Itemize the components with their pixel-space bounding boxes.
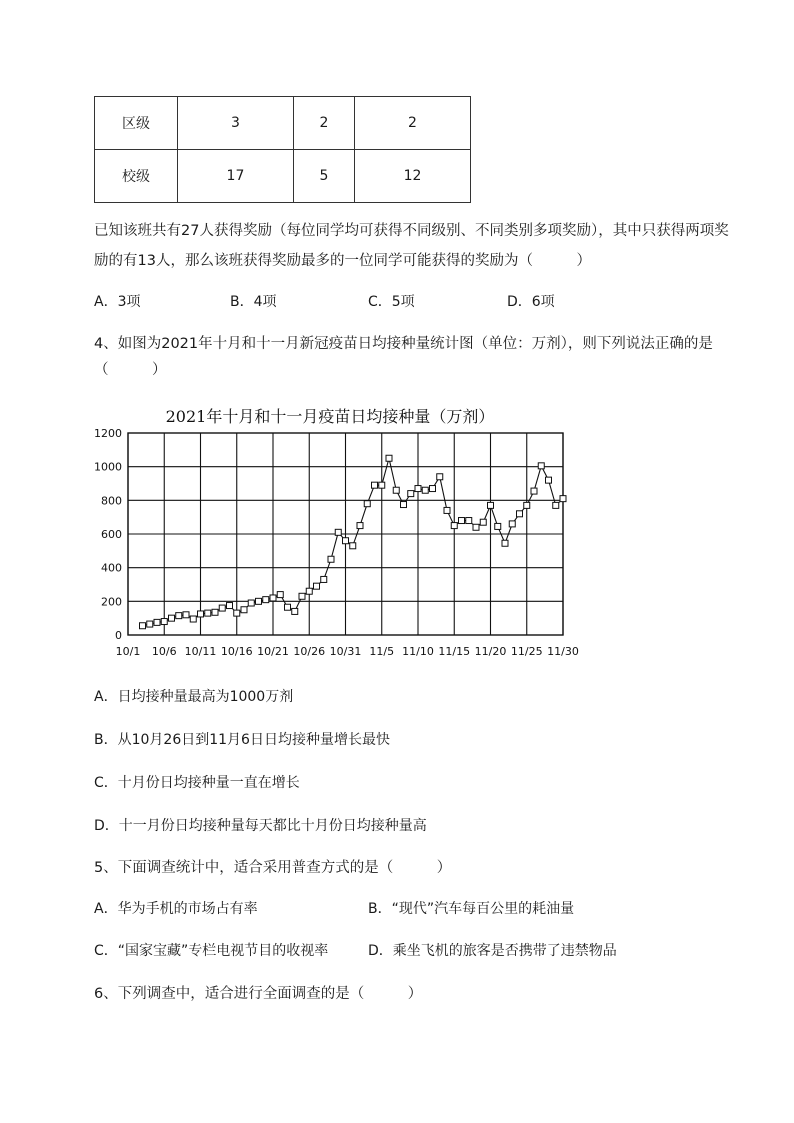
data-point <box>560 496 566 502</box>
vaccination-line-chart <box>90 425 610 665</box>
x-tick-label: 10/26 <box>293 645 326 658</box>
data-point <box>154 619 160 625</box>
data-point <box>357 523 363 529</box>
data-point <box>169 615 175 621</box>
q4-option-a: A．日均接种量最高为1000万剂 <box>94 689 294 705</box>
q4-option-b: B．从10月26日到11月6日日均接种量增长最快 <box>94 732 390 748</box>
data-point <box>248 600 254 606</box>
data-point <box>408 491 414 497</box>
q3-option-b: B．4项 <box>230 294 277 310</box>
y-tick-label: 1000 <box>94 460 122 474</box>
row-label: 区级 <box>95 97 178 150</box>
data-point <box>495 523 501 529</box>
data-point <box>256 598 262 604</box>
data-point <box>205 610 211 616</box>
x-tick-label: 11/20 <box>474 645 507 658</box>
x-tick-label: 10/16 <box>220 645 253 658</box>
q4-option-c: C．十月份日均接种量一直在增长 <box>94 775 300 791</box>
data-point <box>292 608 298 614</box>
data-point <box>176 613 182 619</box>
x-tick-label: 10/6 <box>151 645 177 658</box>
x-tick-label: 10/1 <box>115 645 141 658</box>
data-point <box>430 486 436 492</box>
q5-option-c: C．“国家宝藏”专栏电视节目的收视率 <box>94 943 329 959</box>
data-point <box>473 524 479 530</box>
data-point <box>227 603 233 609</box>
data-point <box>277 592 283 598</box>
data-point <box>335 529 341 535</box>
y-tick-label: 0 <box>115 629 122 642</box>
data-point <box>538 463 544 469</box>
data-point <box>524 502 530 508</box>
data-point <box>546 477 552 483</box>
data-point <box>147 621 153 627</box>
q5-option-b: B．“现代”汽车每百公里的耗油量 <box>368 901 575 917</box>
y-tick-label: 800 <box>101 494 122 508</box>
data-point <box>415 486 421 492</box>
data-point <box>161 619 167 625</box>
data-point <box>393 487 399 493</box>
series-line <box>143 458 564 625</box>
data-point <box>553 502 559 508</box>
row-label: 校级 <box>95 150 178 203</box>
chart-title: 2021年十月和十一月疫苗日均接种量（万剂） <box>165 407 495 426</box>
y-tick-label: 600 <box>101 528 122 541</box>
award-table <box>94 96 471 203</box>
data-point <box>364 501 370 507</box>
q3-option-d: D．6项 <box>507 294 555 310</box>
data-point <box>379 482 385 488</box>
data-point <box>480 519 486 525</box>
data-point <box>386 455 392 461</box>
x-tick-label: 11/15 <box>438 645 471 658</box>
data-point <box>502 540 508 546</box>
table-cell: 2 <box>293 97 354 150</box>
table-row <box>95 97 471 150</box>
y-tick-label: 200 <box>101 595 122 609</box>
x-tick-label: 11/25 <box>510 645 543 658</box>
data-point <box>350 543 356 549</box>
data-point <box>401 502 407 508</box>
data-point <box>219 605 225 611</box>
q4-line-1: 4、如图为2021年十月和十一月新冠疫苗日均接种量统计图（单位：万剂），则下列说法正确的是 <box>94 336 713 352</box>
x-tick-label: 10/21 <box>257 645 289 658</box>
table-cell: 3 <box>178 97 294 150</box>
data-point <box>285 604 291 610</box>
table-cell: 5 <box>293 150 354 203</box>
x-tick-label: 10/31 <box>329 645 362 658</box>
data-point <box>198 611 204 617</box>
data-point <box>321 576 327 582</box>
x-tick-label: 10/11 <box>184 645 217 658</box>
table-cell: 17 <box>178 150 294 203</box>
data-point <box>517 511 523 517</box>
q5-option-d: D．乘坐飞机的旅客是否携带了违禁物品 <box>368 943 617 959</box>
q5-option-a: A．华为手机的市场占有率 <box>94 901 258 917</box>
table-row <box>95 150 471 203</box>
data-point <box>343 538 349 544</box>
y-tick-label: 1200 <box>94 427 122 440</box>
table-cell: 12 <box>355 150 471 203</box>
data-point <box>234 610 240 616</box>
data-point <box>190 616 196 622</box>
x-tick-label: 11/10 <box>402 645 434 658</box>
q3-option-a: A．3项 <box>94 294 141 310</box>
data-point <box>263 597 269 603</box>
q3-line-2: 励的有13人，那么该班获得奖励最多的一位同学可能获得的奖励为（ ） <box>94 253 591 269</box>
data-point <box>509 521 515 527</box>
data-point <box>451 523 457 529</box>
data-point <box>212 609 218 615</box>
data-point <box>459 518 465 524</box>
data-point <box>531 488 537 494</box>
table-cell: 2 <box>355 97 471 150</box>
data-point <box>140 623 146 629</box>
q6-text: 6、下列调查中，适合进行全面调查的是（ ） <box>94 986 423 1002</box>
y-tick-label: 400 <box>101 561 122 575</box>
q5-text: 5、下面调查统计中，适合采用普查方式的是（ ） <box>94 860 452 876</box>
q4-line-2: （ ） <box>94 362 167 378</box>
q3-option-c: C．5项 <box>368 294 415 310</box>
data-point <box>328 556 334 562</box>
data-point <box>183 612 189 618</box>
data-point <box>270 595 276 601</box>
data-point <box>444 507 450 513</box>
data-point <box>314 583 320 589</box>
x-tick-label: 11/5 <box>369 645 395 658</box>
data-point <box>488 502 494 508</box>
x-tick-label: 11/30 <box>547 645 579 658</box>
data-point <box>422 487 428 493</box>
data-point <box>306 588 312 594</box>
q4-option-d: D．十一月份日均接种量每天都比十月份日均接种量高 <box>94 818 427 834</box>
q3-text <box>94 216 764 276</box>
data-point <box>466 518 472 524</box>
data-point <box>241 607 247 613</box>
data-point <box>437 474 443 480</box>
q3-line-1: 已知该班共有27人获得奖励（每位同学均可获得不同级别、不同类别多项奖励），其中只获得两项奖 <box>94 223 729 239</box>
data-point <box>299 593 305 599</box>
data-point <box>372 482 378 488</box>
